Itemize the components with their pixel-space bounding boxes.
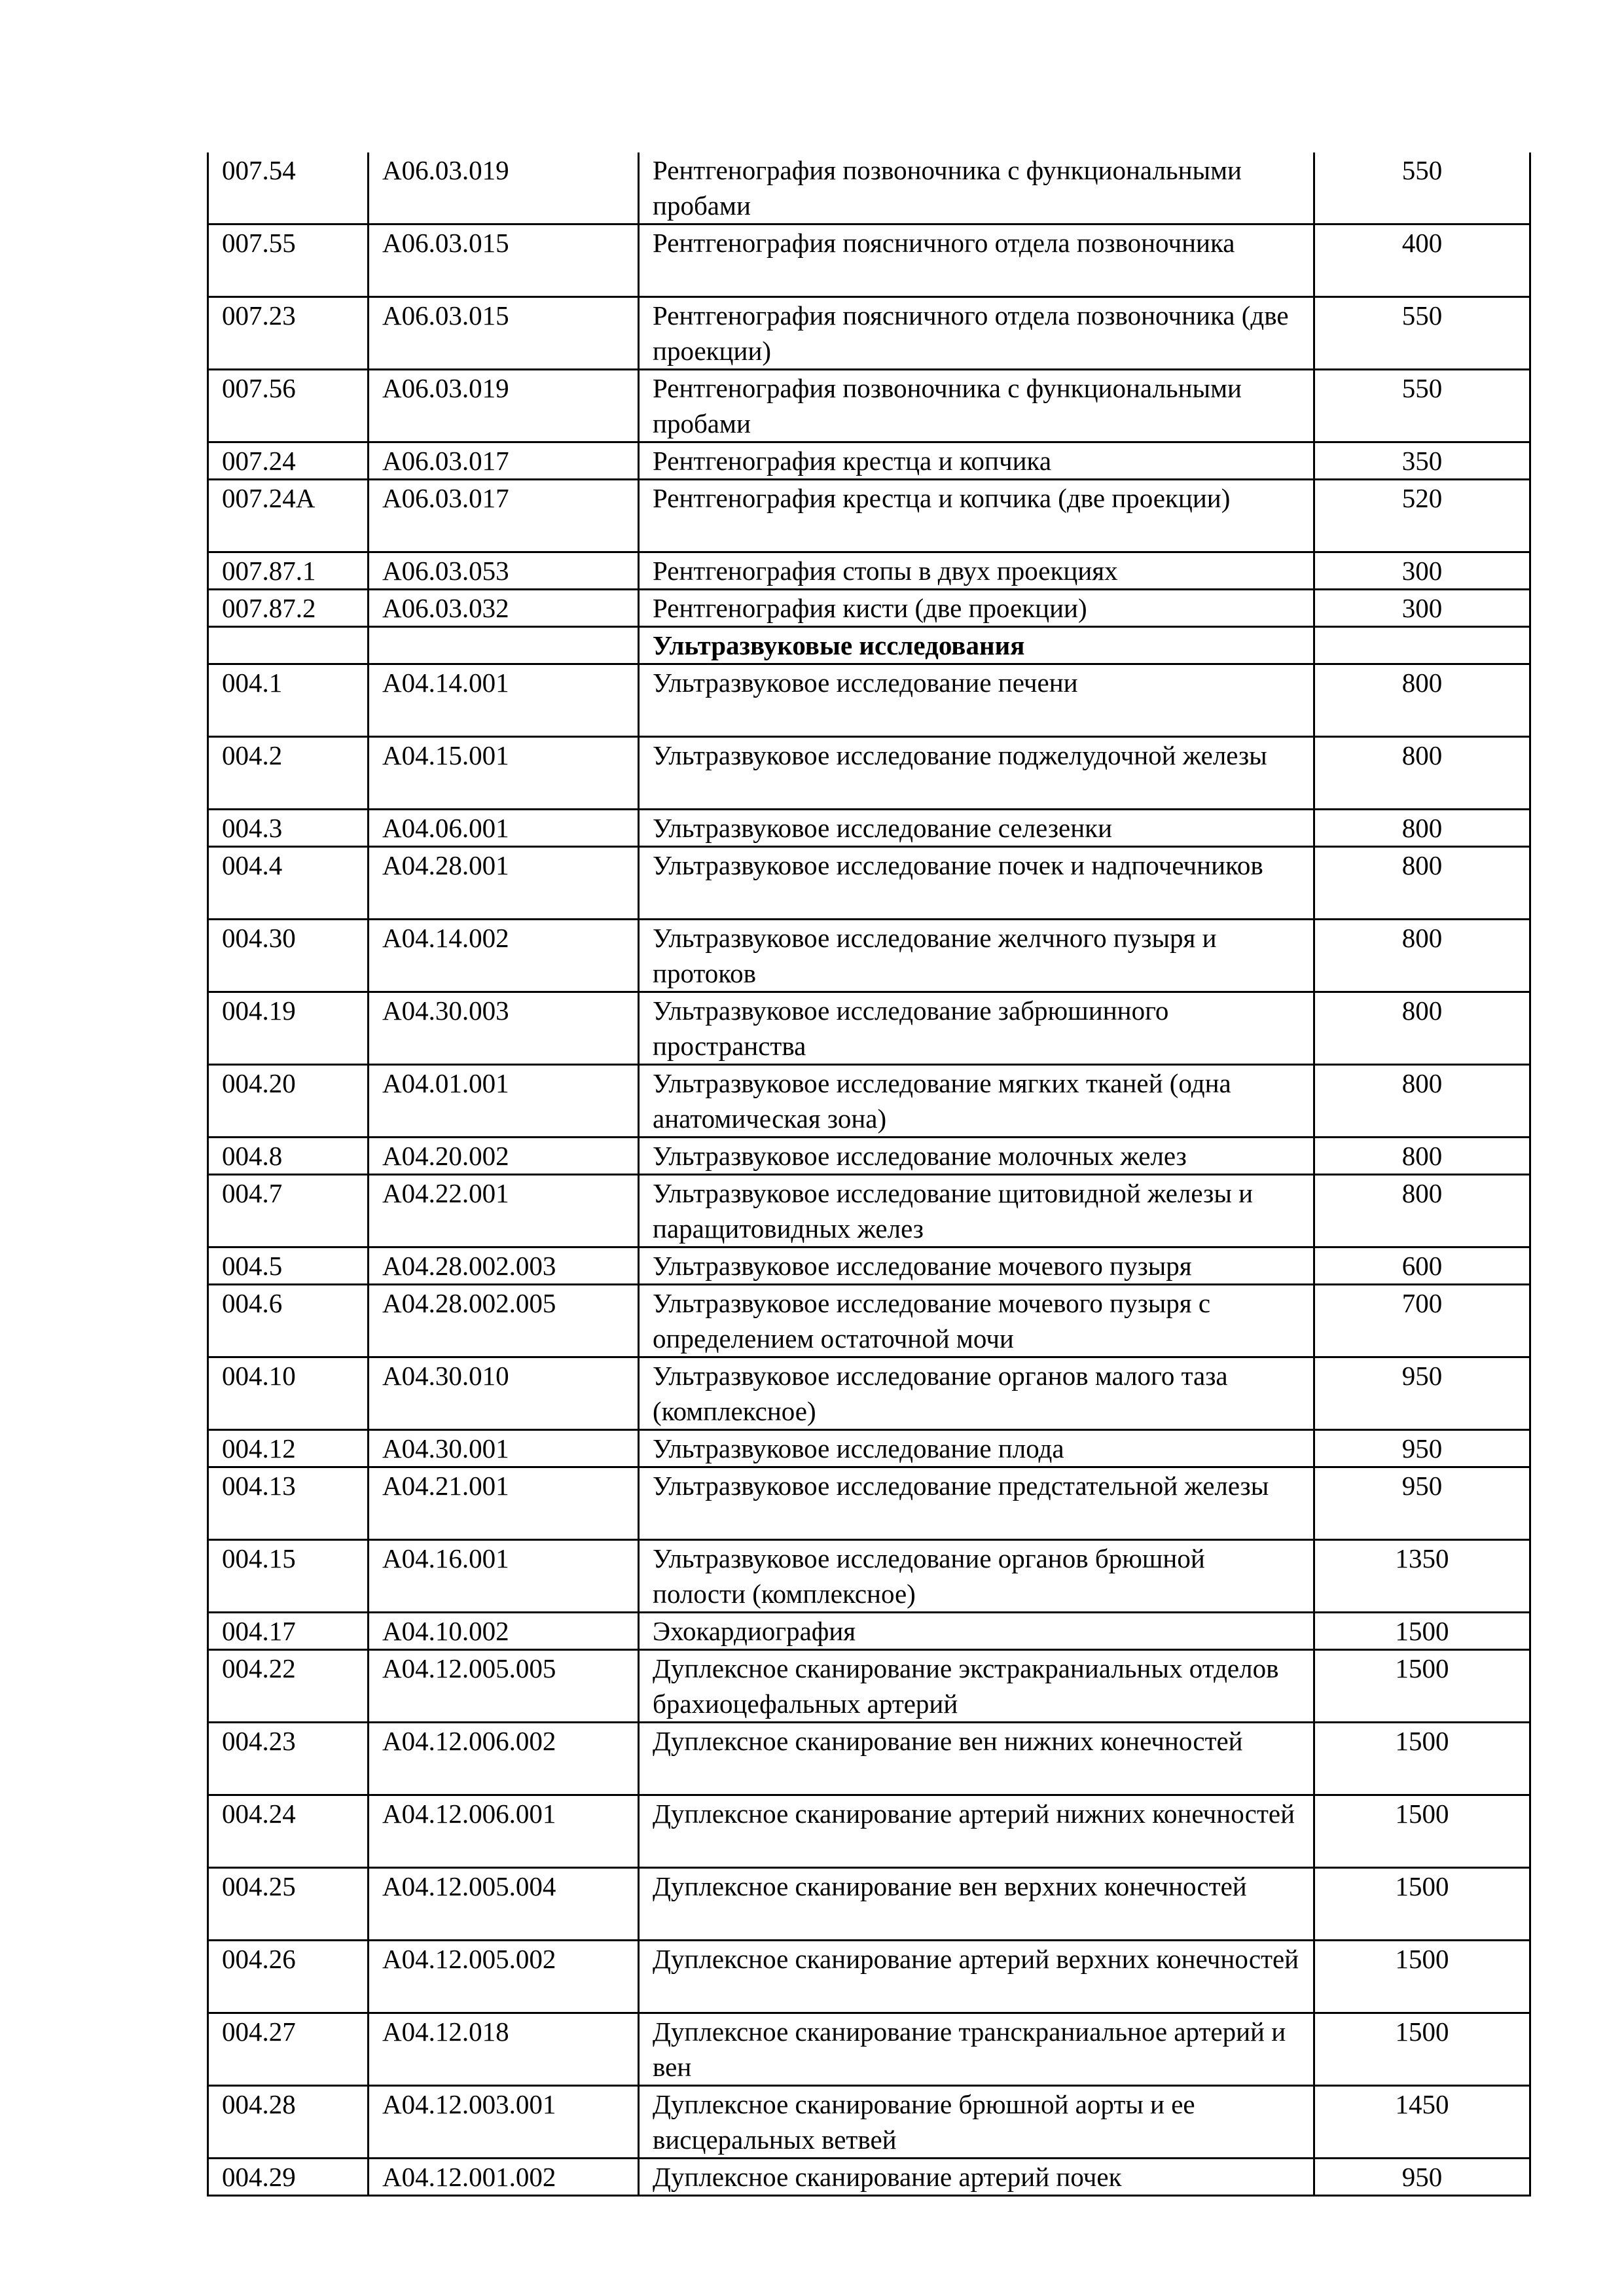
service-name-cell: Дуплексное сканирование транскраниальное артерий и вен xyxy=(639,2013,1314,2086)
service-id-cell: А06.03.017 xyxy=(369,442,639,480)
table-row xyxy=(208,2159,1530,2196)
service-name-cell: Ультразвуковое исследование щитовидной железы и паращитовидных желез xyxy=(639,1175,1314,1247)
service-name-cell: Ультразвуковое исследование желчного пузыря и протоков xyxy=(639,920,1314,992)
service-id-cell: А06.03.015 xyxy=(369,224,639,297)
price-cell: 1500 xyxy=(1314,1613,1530,1650)
service-name-cell: Рентгенография кисти (две проекции) xyxy=(639,590,1314,627)
service-name-cell: Рентгенография поясничного отдела позвоночника xyxy=(639,224,1314,297)
service-id-cell: А06.03.053 xyxy=(369,552,639,590)
service-code-cell: 004.26 xyxy=(208,1941,369,2013)
table-row xyxy=(208,1430,1530,1467)
table-row xyxy=(208,590,1530,627)
price-cell: 300 xyxy=(1314,552,1530,590)
service-code-cell: 004.27 xyxy=(208,2013,369,2086)
service-name-cell: Ультразвуковое исследование мочевого пузыря с определением остаточной мочи xyxy=(639,1285,1314,1357)
service-name-cell: Дуплексное сканирование брюшной аорты и ее висцеральных ветвей xyxy=(639,2086,1314,2159)
service-code-cell: 004.29 xyxy=(208,2159,369,2196)
service-code-cell: 004.10 xyxy=(208,1357,369,1430)
table-row xyxy=(208,224,1530,297)
service-code-cell: 004.20 xyxy=(208,1065,369,1138)
service-code-cell: 004.28 xyxy=(208,2086,369,2159)
service-id-cell: А04.12.001.002 xyxy=(369,2159,639,2196)
service-code-cell: 004.23 xyxy=(208,1723,369,1795)
table-row xyxy=(208,1650,1530,1723)
price-cell: 520 xyxy=(1314,480,1530,552)
table-row xyxy=(208,442,1530,480)
price-cell: 800 xyxy=(1314,847,1530,920)
service-code-cell: 007.23 xyxy=(208,297,369,370)
table-row xyxy=(208,1175,1530,1247)
price-cell: 950 xyxy=(1314,2159,1530,2196)
table-row xyxy=(208,920,1530,992)
table-row xyxy=(208,1613,1530,1650)
service-name-cell: Рентгенография стопы в двух проекциях xyxy=(639,552,1314,590)
service-code-cell: 004.8 xyxy=(208,1138,369,1175)
service-name-cell: Ультразвуковое исследование плода xyxy=(639,1430,1314,1467)
table-row xyxy=(208,2086,1530,2159)
service-id-cell: А04.21.001 xyxy=(369,1467,639,1540)
service-code-cell: 004.2 xyxy=(208,737,369,810)
service-id-cell xyxy=(369,627,639,664)
service-id-cell: А04.15.001 xyxy=(369,737,639,810)
service-code-cell: 007.24А xyxy=(208,480,369,552)
service-code-cell: 004.12 xyxy=(208,1430,369,1467)
price-cell: 550 xyxy=(1314,370,1530,442)
price-cell: 1500 xyxy=(1314,1650,1530,1723)
service-name-cell: Ультразвуковое исследование мочевого пузыря xyxy=(639,1247,1314,1285)
service-name-cell: Рентгенография поясничного отдела позвоночника (две проекции) xyxy=(639,297,1314,370)
service-name-cell: Ультразвуковое исследование органов малого таза (комплексное) xyxy=(639,1357,1314,1430)
price-cell: 950 xyxy=(1314,1357,1530,1430)
service-id-cell: А04.12.003.001 xyxy=(369,2086,639,2159)
price-cell: 800 xyxy=(1314,810,1530,847)
service-code-cell: 004.19 xyxy=(208,992,369,1065)
price-list-table xyxy=(207,152,1531,2197)
price-cell: 1500 xyxy=(1314,1723,1530,1795)
table-row xyxy=(208,992,1530,1065)
service-id-cell: А04.12.005.002 xyxy=(369,1941,639,2013)
table-row xyxy=(208,1941,1530,2013)
service-code-cell: 007.54 xyxy=(208,152,369,224)
service-code-cell: 004.15 xyxy=(208,1540,369,1613)
section-header-row xyxy=(208,627,1530,664)
service-code-cell: 004.13 xyxy=(208,1467,369,1540)
service-name-cell: Рентгенография крестца и копчика xyxy=(639,442,1314,480)
service-code-cell: 004.7 xyxy=(208,1175,369,1247)
service-id-cell: А06.03.032 xyxy=(369,590,639,627)
service-name-cell: Эхокардиография xyxy=(639,1613,1314,1650)
price-cell: 950 xyxy=(1314,1467,1530,1540)
service-name-cell: Дуплексное сканирование вен верхних конечностей xyxy=(639,1868,1314,1941)
service-id-cell: А06.03.017 xyxy=(369,480,639,552)
service-code-cell: 004.5 xyxy=(208,1247,369,1285)
service-id-cell: А06.03.015 xyxy=(369,297,639,370)
service-code-cell: 007.56 xyxy=(208,370,369,442)
price-cell xyxy=(1314,627,1530,664)
service-name-cell: Рентгенография крестца и копчика (две проекции) xyxy=(639,480,1314,552)
service-code-cell: 004.6 xyxy=(208,1285,369,1357)
service-code-cell: 007.55 xyxy=(208,224,369,297)
table-row xyxy=(208,1138,1530,1175)
service-name-cell: Дуплексное сканирование артерий почек xyxy=(639,2159,1314,2196)
price-cell: 1500 xyxy=(1314,1795,1530,1868)
service-id-cell: А04.22.001 xyxy=(369,1175,639,1247)
service-id-cell: А04.28.001 xyxy=(369,847,639,920)
service-code-cell: 004.24 xyxy=(208,1795,369,1868)
table-row xyxy=(208,847,1530,920)
service-code-cell: 004.3 xyxy=(208,810,369,847)
price-cell: 800 xyxy=(1314,1065,1530,1138)
price-cell: 600 xyxy=(1314,1247,1530,1285)
table-row xyxy=(208,1247,1530,1285)
service-id-cell: А04.16.001 xyxy=(369,1540,639,1613)
service-id-cell: А04.28.002.005 xyxy=(369,1285,639,1357)
price-cell: 1350 xyxy=(1314,1540,1530,1613)
service-id-cell: А04.12.005.005 xyxy=(369,1650,639,1723)
table-row xyxy=(208,1795,1530,1868)
table-row xyxy=(208,552,1530,590)
service-id-cell: А04.12.006.002 xyxy=(369,1723,639,1795)
table-row xyxy=(208,1065,1530,1138)
price-cell: 700 xyxy=(1314,1285,1530,1357)
table-row xyxy=(208,737,1530,810)
service-name-cell: Ультразвуковое исследование почек и надпочечников xyxy=(639,847,1314,920)
service-name-cell: Ультразвуковое исследование предстательной железы xyxy=(639,1467,1314,1540)
service-name-cell: Ультразвуковое исследование печени xyxy=(639,664,1314,737)
table-row xyxy=(208,370,1530,442)
price-cell: 800 xyxy=(1314,1138,1530,1175)
service-id-cell: А06.03.019 xyxy=(369,152,639,224)
price-cell: 300 xyxy=(1314,590,1530,627)
service-id-cell: А04.28.002.003 xyxy=(369,1247,639,1285)
table-row xyxy=(208,1285,1530,1357)
service-id-cell: А04.12.005.004 xyxy=(369,1868,639,1941)
price-list-body xyxy=(208,152,1530,2196)
service-name-cell: Дуплексное сканирование артерий нижних конечностей xyxy=(639,1795,1314,1868)
service-name-cell: Дуплексное сканирование вен нижних конечностей xyxy=(639,1723,1314,1795)
service-code-cell: 004.30 xyxy=(208,920,369,992)
service-id-cell: А04.10.002 xyxy=(369,1613,639,1650)
service-code-cell: 004.22 xyxy=(208,1650,369,1723)
service-id-cell: А06.03.019 xyxy=(369,370,639,442)
price-cell: 800 xyxy=(1314,920,1530,992)
service-code-cell: 004.25 xyxy=(208,1868,369,1941)
service-code-cell: 007.87.2 xyxy=(208,590,369,627)
service-name-cell: Рентгенография позвоночника с функциональными пробами xyxy=(639,152,1314,224)
service-id-cell: А04.14.002 xyxy=(369,920,639,992)
price-cell: 1500 xyxy=(1314,1941,1530,2013)
service-name-cell: Дуплексное сканирование экстракраниальных отделов брахиоцефальных артерий xyxy=(639,1650,1314,1723)
table-row xyxy=(208,1868,1530,1941)
price-cell: 800 xyxy=(1314,992,1530,1065)
price-cell: 950 xyxy=(1314,1430,1530,1467)
price-cell: 1500 xyxy=(1314,1868,1530,1941)
service-name-cell: Ультразвуковое исследование поджелудочной железы xyxy=(639,737,1314,810)
table-row xyxy=(208,152,1530,224)
service-id-cell: А04.12.018 xyxy=(369,2013,639,2086)
service-code-cell: 007.87.1 xyxy=(208,552,369,590)
table-row xyxy=(208,1357,1530,1430)
price-cell: 1450 xyxy=(1314,2086,1530,2159)
table-row xyxy=(208,480,1530,552)
service-name-cell: Ультразвуковое исследование мягких тканей (одна анатомическая зона) xyxy=(639,1065,1314,1138)
service-name-cell: Ультразвуковое исследование молочных желез xyxy=(639,1138,1314,1175)
service-id-cell: А04.06.001 xyxy=(369,810,639,847)
service-id-cell: А04.20.002 xyxy=(369,1138,639,1175)
service-code-cell: 004.1 xyxy=(208,664,369,737)
price-cell: 550 xyxy=(1314,152,1530,224)
table-row xyxy=(208,297,1530,370)
service-id-cell: А04.12.006.001 xyxy=(369,1795,639,1868)
service-id-cell: А04.01.001 xyxy=(369,1065,639,1138)
service-code-cell: 004.4 xyxy=(208,847,369,920)
price-cell: 550 xyxy=(1314,297,1530,370)
service-id-cell: А04.30.003 xyxy=(369,992,639,1065)
service-code-cell xyxy=(208,627,369,664)
table-row xyxy=(208,1540,1530,1613)
price-cell: 800 xyxy=(1314,664,1530,737)
service-id-cell: А04.30.001 xyxy=(369,1430,639,1467)
table-row xyxy=(208,1467,1530,1540)
service-name-cell: Дуплексное сканирование артерий верхних конечностей xyxy=(639,1941,1314,2013)
price-cell: 400 xyxy=(1314,224,1530,297)
table-row xyxy=(208,2013,1530,2086)
table-row xyxy=(208,810,1530,847)
service-code-cell: 004.17 xyxy=(208,1613,369,1650)
service-name-cell: Ультразвуковое исследование забрюшинного пространства xyxy=(639,992,1314,1065)
table-row xyxy=(208,664,1530,737)
price-cell: 350 xyxy=(1314,442,1530,480)
service-id-cell: А04.30.010 xyxy=(369,1357,639,1430)
service-name-cell: Рентгенография позвоночника с функциональными пробами xyxy=(639,370,1314,442)
section-title-cell: Ультразвуковые исследования xyxy=(639,627,1314,664)
service-name-cell: Ультразвуковое исследование селезенки xyxy=(639,810,1314,847)
service-id-cell: А04.14.001 xyxy=(369,664,639,737)
price-cell: 1500 xyxy=(1314,2013,1530,2086)
service-code-cell: 007.24 xyxy=(208,442,369,480)
table-row xyxy=(208,1723,1530,1795)
price-cell: 800 xyxy=(1314,1175,1530,1247)
service-name-cell: Ультразвуковое исследование органов брюшной полости (комплексное) xyxy=(639,1540,1314,1613)
price-cell: 800 xyxy=(1314,737,1530,810)
